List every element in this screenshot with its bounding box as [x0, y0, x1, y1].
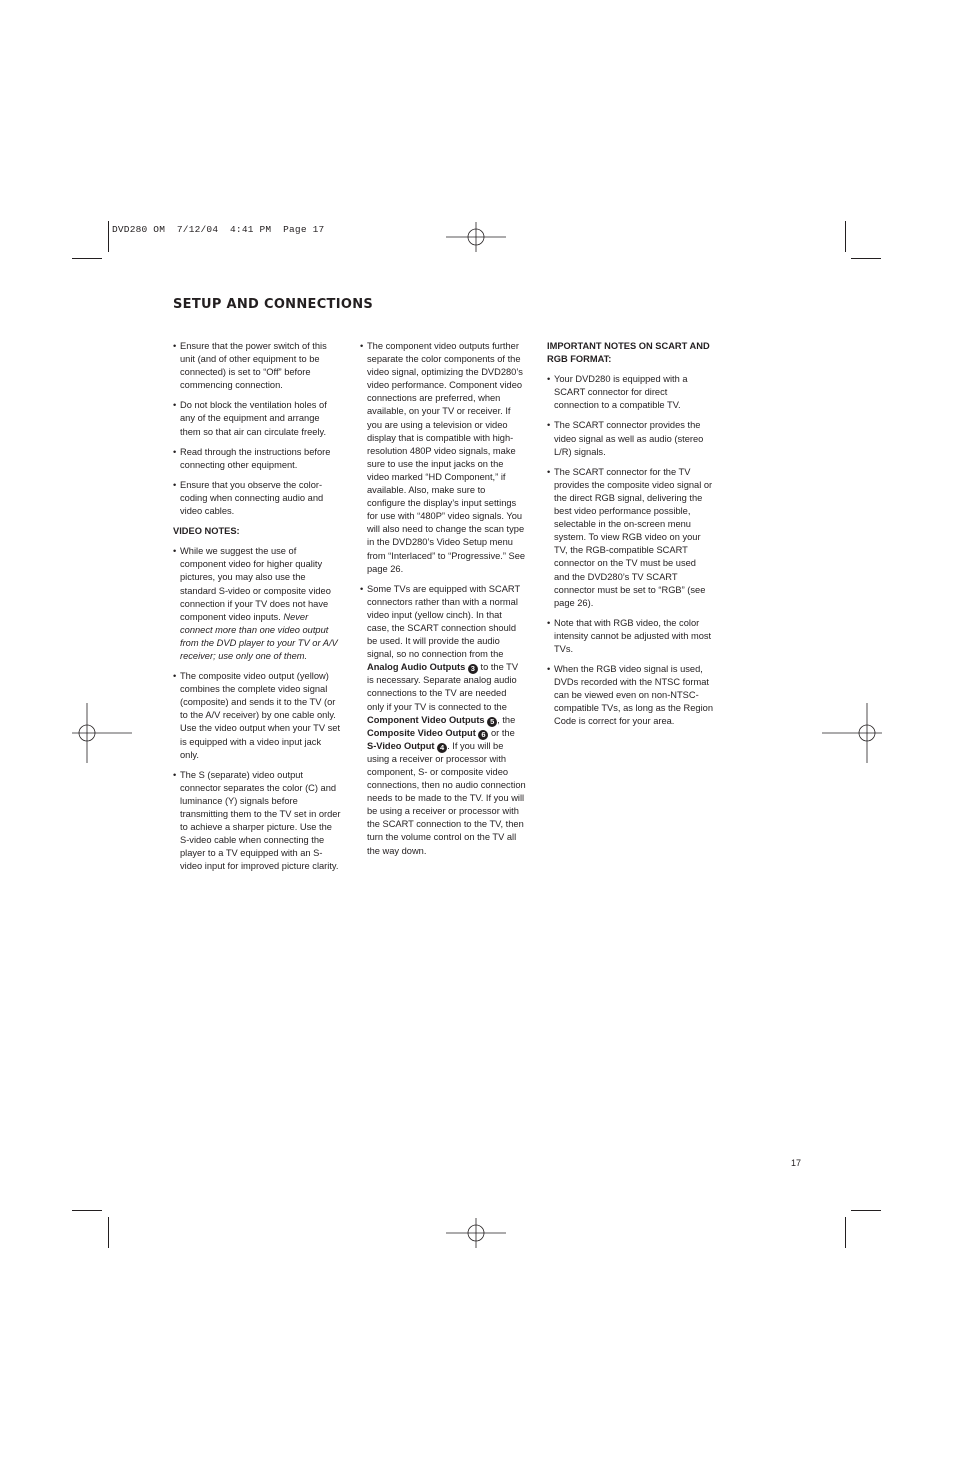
column-3: [547, 340, 713, 736]
video-note-text: While we suggest the use of component video for higher quality pictures, you may also use the standard S-video or composite video connection if your TV does not have component video inputs.: [180, 546, 331, 622]
setup-precautions-list: [173, 340, 341, 518]
list-item: • Ensure that the power switch of this unit (and of other equipment to be connected) is set to “Off” before commencing connection.: [173, 340, 341, 392]
crop-mark-top-left-vertical: [108, 221, 109, 252]
callout-number-icon: 4: [437, 743, 447, 753]
crop-mark-bottom-right-horizontal: [851, 1210, 881, 1211]
composite-video-output-label: Composite Video Output: [367, 727, 476, 738]
video-note-warning: Never connect more than one video output from the DVD player to your TV or A/V receiver; use only one of them.: [180, 611, 338, 661]
page-number: 17: [791, 1158, 802, 1168]
connection-notes-list: [360, 340, 526, 858]
callout-number-icon: 6: [478, 730, 488, 740]
crop-mark-top-right-vertical: [845, 221, 846, 252]
scart-rgb-heading: IMPORTANT NOTES ON SCART AND RGB FORMAT:: [547, 341, 710, 365]
list-item: • Note that with RGB video, the color intensity cannot be adjusted with most TVs.: [547, 617, 713, 656]
list-item: • When the RGB video signal is used, DVDs recorded with the NTSC format can be viewed even on non-NTSC-compatible TVs, as long as the Region Code is correct for your area.: [547, 663, 713, 728]
print-slug: DVD280 OM 7/12/04 4:41 PM Page 17: [112, 224, 325, 235]
registration-mark-bottom: [446, 1218, 506, 1248]
list-item: • Your DVD280 is equipped with a SCART connector for direct connection to a compatible TV.: [547, 373, 713, 412]
scart-note-text: or the: [491, 727, 515, 738]
scart-note-text: . If you will be using a receiver or processor with component, S- or composite video connections, then no audio connection needs to be made to the TV. If you will be using a receiver or processor with the SCART connection to the TV, then turn the volume control on the TV all the way down.: [367, 740, 526, 856]
list-item: • The S (separate) video output connector separates the color (C) and luminance (Y) signals before transmitting them to the TV set in order to achieve a sharper picture. Use the S-video cable when connecting the player to a TV equipped with an S-video input for improved picture clarity.: [173, 769, 341, 874]
crop-mark-top-right-horizontal: [851, 258, 881, 259]
list-item: • The component video outputs further separate the color components of the video signal, optimizing the DVD280’s video performance. Component video connections are preferred, when available, on your TV or receiver. If you are using a television or video display that is compatible with high-resolution 480P video signals, make sure to use the input jacks on the video marked “HD Component,” if available. Also, make sure to configure the display’s input settings for use with “480P” video signals. You will also need to change the scan type in the DVD280’s Video Setup menu from “Interlaced” to “Progressive.” See page 26.: [360, 340, 526, 576]
analog-audio-outputs-label: Analog Audio Outputs: [367, 662, 466, 673]
list-item: • Do not block the ventilation holes of any of the equipment and arrange them so that air can circulate freely.: [173, 399, 341, 438]
callout-number-icon: 5: [487, 717, 497, 727]
list-item: [360, 583, 526, 858]
list-item: • The SCART connector provides the video signal as well as audio (stereo L/R) signals.: [547, 419, 713, 458]
s-video-output-label: S-Video Output: [367, 740, 435, 751]
column-1: [173, 340, 341, 880]
crop-mark-top-left-horizontal: [72, 258, 102, 259]
video-notes-heading: VIDEO NOTES:: [173, 526, 240, 537]
scart-note-text: Some TVs are equipped with SCART connectors rather than with a normal video input (yellow cinch). In that case, the SCART connection should be used. It will provide the audio signal, so no connection from the: [367, 583, 520, 660]
list-item: [173, 545, 341, 663]
column-2: [360, 340, 526, 865]
section-title: SETUP AND CONNECTIONS: [173, 297, 374, 312]
list-item: • The composite video output (yellow) combines the complete video signal (composite) and sends it to the TV (or to the A/V receiver) by one cable only. Use the video output when your TV set is equipped with a video input jack only.: [173, 670, 341, 762]
crop-mark-bottom-left-vertical: [108, 1217, 109, 1248]
registration-mark-left: [72, 703, 132, 763]
registration-mark-right: [822, 703, 882, 763]
video-notes-list: [173, 545, 341, 873]
scart-note-text: to the TV is necessary. Separate analog audio connections to the TV are needed only if your TV is connected to the: [367, 662, 519, 712]
crop-mark-bottom-right-vertical: [845, 1217, 846, 1248]
scart-rgb-notes-list: [547, 373, 713, 728]
callout-number-icon: 3: [468, 664, 478, 674]
registration-mark-top: [446, 222, 506, 252]
list-item: • The SCART connector for the TV provides the composite video signal or the direct RGB signal, delivering the best video performance possible, selectable in the on-screen menu system. To view RGB video on your TV, the RGB-compatible SCART connector on the TV must be used and the DVD280’s TV SCART connector must be set to “RGB” (see page 26).: [547, 466, 713, 610]
crop-mark-bottom-left-horizontal: [72, 1210, 102, 1211]
list-item: • Read through the instructions before connecting other equipment.: [173, 446, 341, 472]
scart-note-text: , the: [497, 714, 516, 725]
component-video-outputs-label: Component Video Outputs: [367, 714, 485, 725]
list-item: • Ensure that you observe the color-coding when connecting audio and video cables.: [173, 479, 341, 518]
